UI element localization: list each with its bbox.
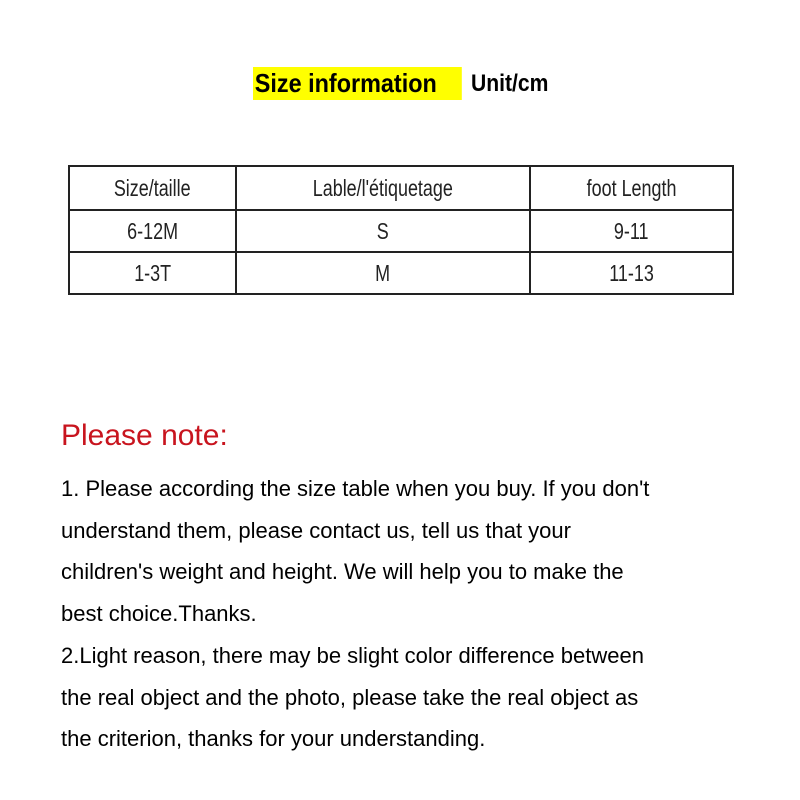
note-line: the criterion, thanks for your understanding. [61, 726, 486, 752]
note-heading: Please note: [61, 419, 228, 452]
table-header-row [69, 166, 733, 210]
table-cell-foot-length: 9-11 [530, 210, 733, 252]
note-line: 1. Please according the size table when you buy. If you don't [61, 476, 650, 501]
size-title-row [253, 67, 559, 100]
note-line: children's weight and height. We will help you to make the [61, 559, 624, 585]
note-line: understand them, please contact us, tell us that your [61, 517, 571, 543]
table-row [69, 252, 733, 294]
note-line: best choice.Thanks. [61, 601, 257, 627]
column-header-foot-length: foot Length [530, 166, 733, 210]
note-body [61, 468, 781, 760]
column-header-label: Lable/l'étiquetage [236, 166, 530, 210]
size-title: Size information [253, 67, 462, 100]
note-line: the real object and the photo, please take the real object as [61, 684, 639, 710]
table-cell-label: M [236, 252, 530, 294]
table-cell-foot-length: 11-13 [530, 252, 733, 294]
table-cell-label: S [236, 210, 530, 252]
unit-label: Unit/cm [471, 70, 549, 97]
note-line: 2.Light reason, there may be slight color difference between [61, 642, 644, 668]
table-cell-size: 6-12M [69, 210, 236, 252]
column-header-size: Size/taille [69, 166, 236, 210]
table-cell-size: 1-3T [69, 252, 236, 294]
table-row [69, 210, 733, 252]
size-table [68, 165, 734, 295]
